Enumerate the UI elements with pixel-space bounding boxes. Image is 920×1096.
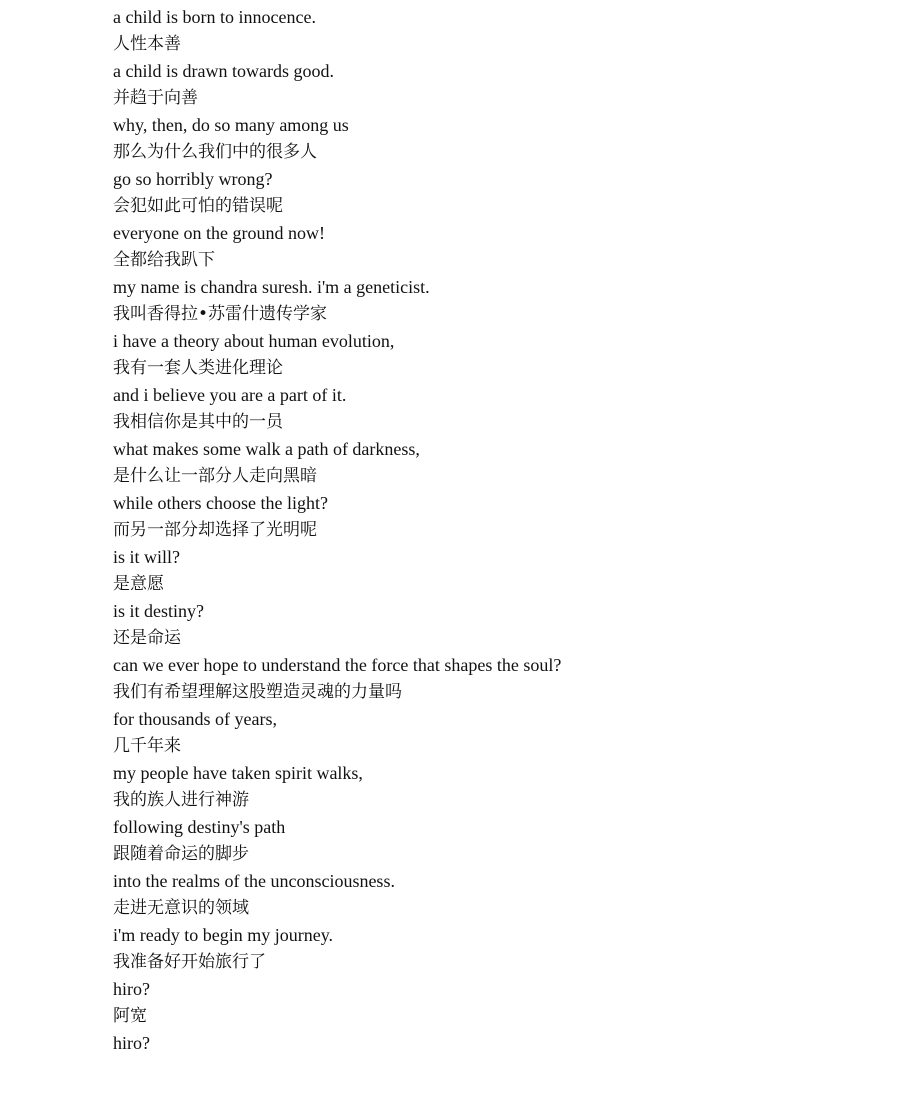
subtitle-line-chinese: 我相信你是其中的一员 xyxy=(113,412,283,432)
subtitle-line-english: i have a theory about human evolution, xyxy=(113,331,395,351)
subtitle-line-chinese: 那么为什么我们中的很多人 xyxy=(113,142,317,162)
subtitle-line-english: my people have taken spirit walks, xyxy=(113,763,363,783)
subtitle-line-chinese: 全都给我趴下 xyxy=(113,250,215,270)
subtitle-line-english: following destiny's path xyxy=(113,817,286,837)
subtitle-line-english: why, then, do so many among us xyxy=(113,115,349,135)
subtitle-line-english: hiro? xyxy=(113,979,150,999)
subtitle-line-chinese: 我有一套人类进化理论 xyxy=(113,358,283,378)
subtitle-line-english: i'm ready to begin my journey. xyxy=(113,925,334,945)
subtitle-line-english: and i believe you are a part of it. xyxy=(113,385,347,405)
subtitle-line-chinese: 并趋于向善 xyxy=(113,88,198,108)
subtitle-line-english: hiro? xyxy=(113,1033,150,1053)
subtitle-line-chinese: 而另一部分却选择了光明呢 xyxy=(113,520,317,540)
subtitle-line-english: a child is drawn towards good. xyxy=(113,61,334,81)
subtitle-document xyxy=(113,4,893,1056)
subtitle-line-chinese: 还是命运 xyxy=(113,628,181,648)
subtitle-line-english: my name is chandra suresh. i'm a geneticist. xyxy=(113,277,430,297)
subtitle-line-english: is it destiny? xyxy=(113,601,204,621)
subtitle-line-english: for thousands of years, xyxy=(113,709,277,729)
subtitle-line-english: can we ever hope to understand the force that shapes the soul? xyxy=(113,655,562,675)
subtitle-line-chinese: 我准备好开始旅行了 xyxy=(113,952,266,972)
subtitle-line-chinese: 几千年来 xyxy=(113,736,181,756)
subtitle-line-chinese: 阿宽 xyxy=(113,1006,147,1026)
subtitle-line-chinese: 人性本善 xyxy=(113,34,181,54)
subtitle-line-english: is it will? xyxy=(113,547,180,567)
subtitle-line-chinese: 会犯如此可怕的错误呢 xyxy=(113,196,283,216)
subtitle-line-chinese: 我的族人进行神游 xyxy=(113,790,249,810)
subtitle-line-chinese: 是意愿 xyxy=(113,574,164,594)
subtitle-line-english: go so horribly wrong? xyxy=(113,169,273,189)
subtitle-line-english: everyone on the ground now! xyxy=(113,223,325,243)
subtitle-line-english: into the realms of the unconsciousness. xyxy=(113,871,395,891)
subtitle-line-english: while others choose the light? xyxy=(113,493,328,513)
subtitle-line-chinese: 跟随着命运的脚步 xyxy=(113,844,249,864)
subtitle-line-chinese: 是什么让一部分人走向黑暗 xyxy=(113,466,317,486)
subtitle-line-chinese: 我们有希望理解这股塑造灵魂的力量吗 xyxy=(113,682,402,702)
subtitle-line-chinese: 走进无意识的领域 xyxy=(113,898,249,918)
subtitle-line-english: what makes some walk a path of darkness, xyxy=(113,439,420,459)
subtitle-line-chinese: 我叫香得拉•苏雷什遗传学家 xyxy=(113,304,328,324)
subtitle-line-english: a child is born to innocence. xyxy=(113,7,316,27)
